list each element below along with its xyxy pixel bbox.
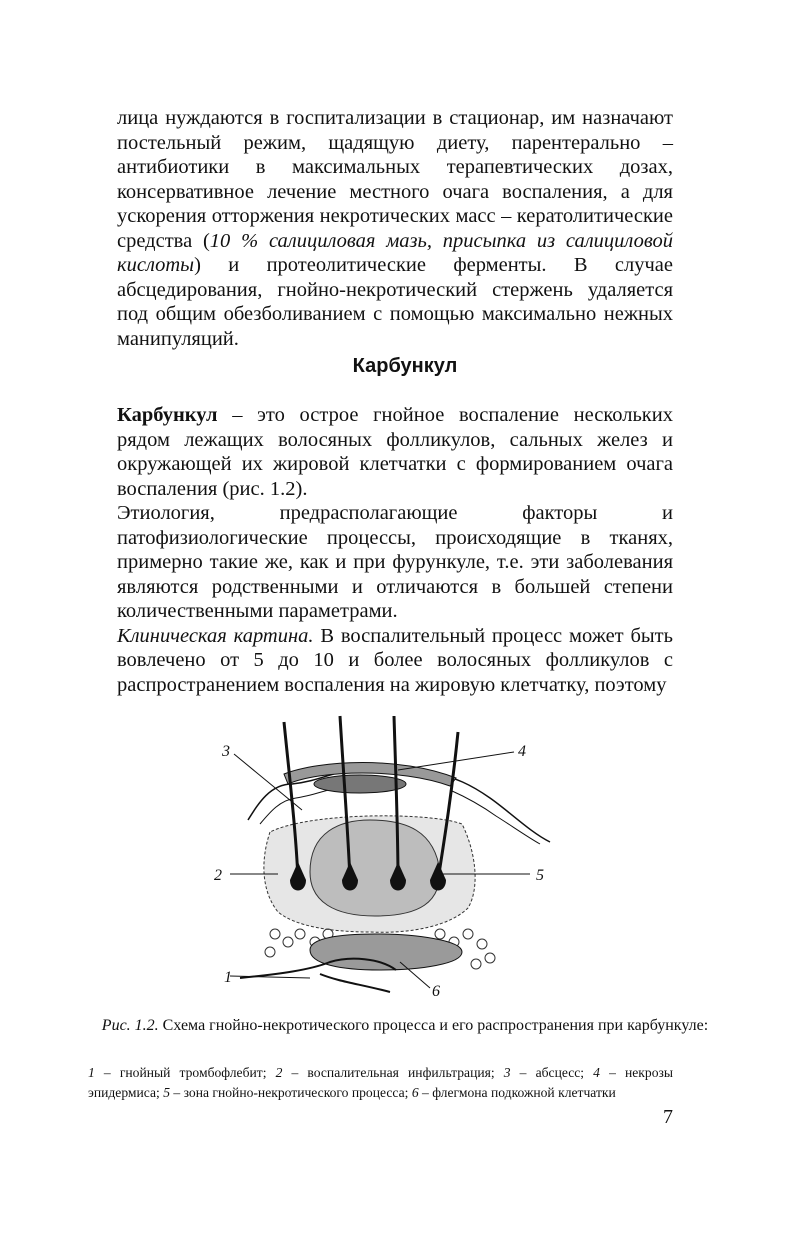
legend-num: 6 <box>411 1085 419 1100</box>
necrosis-zone <box>310 820 440 916</box>
legend-text: – абсцесс; <box>510 1065 594 1080</box>
legend-text: – воспалительная инфильтрация; <box>282 1065 504 1080</box>
paragraph-1 <box>117 106 673 351</box>
label-1: 1 <box>224 969 232 986</box>
label-6: 6 <box>432 983 440 1000</box>
page-number: 7 <box>663 1106 673 1128</box>
label-2: 2 <box>214 867 222 884</box>
caption-prefix: Рис. 1.2. <box>101 1017 159 1034</box>
legend-num: 1 <box>88 1065 95 1080</box>
paragraph-1-text-b: ) и протеолитические ферменты. В случае абсцедирования, гнойно-некротический стержень удаляется под общим обезболиванием с помощью максимально нежных манипуляций. <box>117 254 673 350</box>
term-bold: Карбункул <box>117 404 218 426</box>
paragraph-2-text: – это острое гнойное воспаление нескольких рядом лежащих волосяных фолликулов, сальных желез и окружающей их жировой клетчатки с формированием очага воспаления (рис. 1.2). <box>117 404 673 500</box>
figure-caption <box>100 1016 710 1035</box>
section-heading: Карбункул <box>352 355 458 377</box>
legend-text: – гнойный тромбофлебит; <box>94 1065 276 1080</box>
figure-legend <box>88 1063 673 1103</box>
legend-num: 3 <box>503 1065 511 1080</box>
legend-num: 4 <box>593 1065 600 1080</box>
paragraph-1-text-a: лица нуждаются в госпитализации в стационар, им назначают постельный режим, щадящую диету, парентерально – антибиотики в максимальных терапевтических дозах, консервативное лечение местного очага воспаления, а для ускорения отторжения некротических масс – кератолитические средства ( <box>117 107 673 252</box>
label-3: 3 <box>222 743 230 760</box>
abscess-cavity <box>314 775 406 793</box>
legend-text: – флегмона подкожной клетчатки <box>418 1085 616 1100</box>
legend-num: 5 <box>163 1085 171 1100</box>
paragraph-1-italic: 10 % салициловая мазь, присыпка из салициловой кислоты <box>117 229 674 276</box>
caption-text: Схема гнойно-некротического процесса и его распространения при карбункуле: <box>158 1017 709 1034</box>
label-4: 4 <box>518 743 526 760</box>
paragraph-4-text: В воспалительный процесс может быть вовлечено от 5 до 10 и более волосяных фолликулов с распространением воспаления на жировую клетчатку, поэтому <box>117 624 673 696</box>
paragraph-3: Этиология, предрасполагающие факторы и патофизиологические процессы, происходящие в тканях, примерно такие же, как и при фурункуле, т.е. эти заболевания являются родственными и отличаются в большей степени количественными параметрами. <box>117 502 673 622</box>
paragraph-4-italic: Клиническая картина. <box>117 624 314 647</box>
label-5: 5 <box>536 867 544 884</box>
section-body <box>117 403 673 697</box>
legend-text: – некрозы эпидермиса; <box>88 1065 673 1100</box>
carbuncle-diagram <box>200 712 560 1002</box>
legend-num: 2 <box>275 1065 283 1080</box>
legend-text: – зона гнойно-некротического процесса; <box>170 1085 412 1100</box>
